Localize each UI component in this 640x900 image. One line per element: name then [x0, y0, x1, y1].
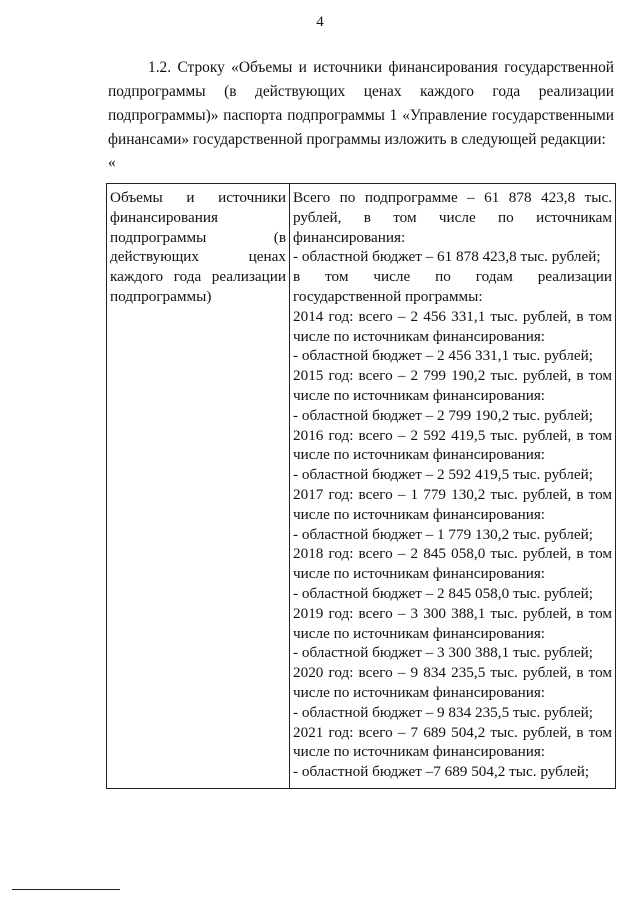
- year-2021-regional: - областной бюджет –7 689 504,2 тыс. рублей;: [293, 763, 590, 781]
- year-2021-total: 2021 год: всего – 7 689 504,2 тыс. рублей, в том числе по источникам финансирования:: [293, 723, 612, 761]
- year-2016-regional: - областной бюджет – 2 592 419,5 тыс. рублей;: [293, 466, 593, 484]
- year-2015-regional: - областной бюджет – 2 799 190,2 тыс. рублей;: [293, 406, 593, 424]
- year-2015-total: 2015 год: всего – 2 799 190,2 тыс. рублей, в том числе по источникам финансирования:: [293, 367, 612, 404]
- footnote-divider: [12, 889, 120, 890]
- funding-label: Объемы и источники финансирования подпрограммы (в действующих ценах каждого года реализации подпрограммы): [110, 189, 286, 305]
- year-2018-regional: - областной бюджет – 2 845 058,0 тыс. рублей;: [293, 584, 593, 602]
- page-number: 4: [316, 14, 324, 30]
- year-2018-total: 2018 год: всего – 2 845 058,0 тыс. рублей, в том числе по источникам финансирования:: [293, 545, 612, 583]
- total-line: Всего по подпрограмме – 61 878 423,8 тыс. рублей, в том числе по источникам финансирования:: [293, 189, 612, 246]
- funding-table: [106, 183, 616, 789]
- year-2019-total: 2019 год: всего – 3 300 388,1 тыс. рублей, в том числе по источникам финансирования:: [293, 604, 612, 642]
- year-2019-regional: - областной бюджет – 3 300 388,1 тыс. рублей;: [293, 644, 593, 662]
- amendment-intro-text: 1.2. Строку «Объемы и источники финансирования государственной подпрограммы (в действующих ценах каждого года реализации подпрограммы)» паспорта подпрограммы 1 «Управление государственными финансами» государственной программы изложить в следующей редакции:: [108, 59, 614, 148]
- amendment-intro: [108, 56, 614, 152]
- year-2016-total: 2016 год: всего – 2 592 419,5 тыс. рублей, в том числе по источникам финансирования:: [293, 426, 612, 464]
- year-2017-total: 2017 год: всего – 1 779 130,2 тыс. рублей, в том числе по источникам финансирования:: [293, 485, 612, 523]
- year-2020-regional: - областной бюджет – 9 834 235,5 тыс. рублей;: [293, 703, 593, 721]
- year-2017-regional: - областной бюджет – 1 779 130,2 тыс. рублей;: [293, 525, 593, 543]
- total-regional-line: - областной бюджет – 61 878 423,8 тыс. рублей;: [293, 248, 601, 266]
- table-row: [107, 184, 616, 789]
- opening-quote: «: [108, 154, 116, 171]
- year-2014-regional: - областной бюджет – 2 456 331,1 тыс. рублей;: [293, 347, 593, 365]
- funding-value-cell: [290, 184, 616, 789]
- year-2014-total: 2014 год: всего – 2 456 331,1 тыс. рублей, в том числе по источникам финансирования:: [293, 307, 612, 345]
- by-years-intro: в том числе по годам реализации государственной программы:: [293, 268, 612, 305]
- year-2020-total: 2020 год: всего – 9 834 235,5 тыс. рублей, в том числе по источникам финансирования:: [293, 664, 612, 701]
- funding-label-cell: [107, 184, 290, 789]
